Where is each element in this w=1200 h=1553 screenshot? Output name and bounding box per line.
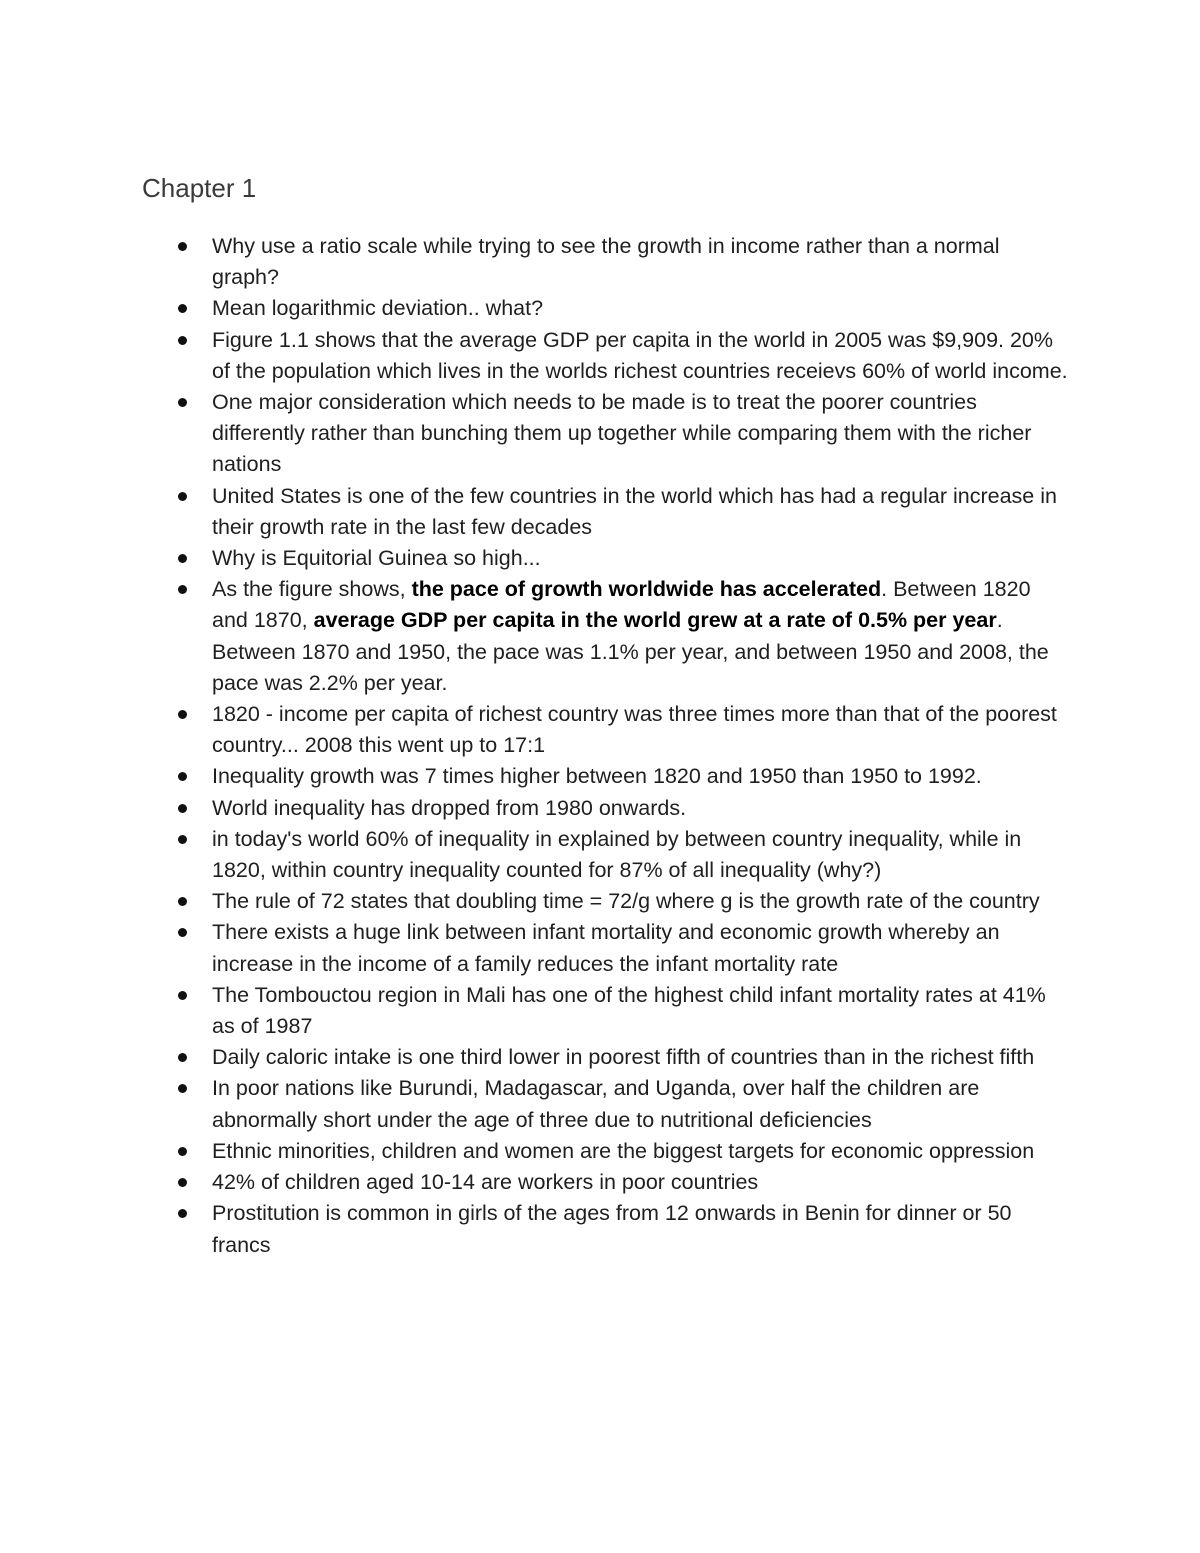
bullet-icon — [178, 585, 187, 594]
list-item — [212, 293, 1072, 324]
bullet-icon — [178, 928, 187, 937]
list-item — [212, 1167, 1072, 1198]
list-item-text: United States is one of the few countries in the world which has had a regular increase in their growth rate in the last few decades — [212, 483, 1057, 539]
list-item-text: Inequality growth was 7 times higher between 1820 and 1950 than 1950 to 1992. — [212, 764, 982, 789]
list-item — [212, 793, 1072, 824]
bullet-icon — [178, 804, 187, 813]
bullet-icon — [178, 1084, 187, 1093]
list-item-text: Why use a ratio scale while trying to see the growth in income rather than a normal graph? — [212, 234, 1000, 290]
bullet-icon — [178, 710, 187, 719]
bullet-icon — [178, 304, 187, 313]
list-item-text: Why is Equitorial Guinea so high... — [212, 546, 541, 571]
bullet-icon — [178, 1053, 187, 1062]
list-item-text: World inequality has dropped from 1980 onwards. — [212, 795, 687, 820]
list-item-text: The Tombouctou region in Mali has one of the highest child infant mortality rates at 41% as of 1987 — [212, 982, 1046, 1039]
bullet-icon — [178, 897, 187, 906]
list-item — [212, 543, 1072, 574]
bullet-icon — [178, 991, 187, 1000]
list-item — [212, 574, 1072, 699]
bullet-icon — [178, 835, 187, 844]
list-item-text: . Between 1870 and 1950, the pace was 1.1% per year, and between 1950 and 2008, the pace was 2.2% per year. — [212, 608, 1049, 695]
list-item-text: . Between 1820 and 1870, — [212, 577, 1031, 633]
bullet-icon — [178, 492, 187, 501]
list-item-text: As the figure shows, — [212, 577, 412, 602]
list-item-text: Figure 1.1 shows that the average GDP per capita in the world in 2005 was $9,909. 20% of the population which lives in the worlds richest countries receievs 60% of world income. — [212, 327, 1068, 383]
list-item-text: One major consideration which needs to be made is to treat the poorer countries differently rather than bunching them up together while comparing them with the richer nations — [212, 390, 1032, 477]
list-item — [212, 231, 1072, 293]
list-item-text: in today's world 60% of inequality in explained by between country inequality, while in 1820, within country inequality counted for 87% of all inequality (why?) — [212, 826, 1022, 883]
list-item — [212, 1136, 1072, 1167]
bold-phrase: the pace of growth worldwide has accelerated — [411, 577, 882, 602]
list-item-text: There exists a huge link between infant mortality and economic growth whereby an increase in the income of a family reduces the infant mortality rate — [212, 920, 1000, 976]
bullet-icon — [178, 1147, 187, 1156]
list-item-text: In poor nations like Burundi, Madagascar, and Uganda, over half the children are abnormally short under the age of three due to nutritional deficiencies — [212, 1076, 980, 1132]
list-item-text: Ethnic minorities, children and women are the biggest targets for economic oppression — [212, 1138, 1035, 1163]
bullet-icon — [178, 772, 187, 781]
list-item — [212, 917, 1072, 979]
bullet-icon — [178, 1178, 187, 1187]
list-item — [212, 980, 1072, 1042]
list-item — [212, 1073, 1072, 1135]
list-item-text: 1820 - income per capita of richest country was three times more than that of the poorest country... 2008 this went up to 17:1 — [212, 702, 1057, 758]
list-item — [212, 325, 1072, 387]
list-item — [212, 481, 1072, 543]
list-item-text: The rule of 72 states that doubling time = 72/g where g is the growth rate of the country — [212, 889, 1040, 914]
list-item-text: Mean logarithmic deviation.. what? — [212, 296, 544, 321]
chapter-heading: Chapter 1 — [142, 173, 257, 203]
list-item — [212, 1198, 1072, 1260]
list-item — [212, 886, 1072, 917]
bullet-icon — [178, 1209, 187, 1218]
notes-list — [212, 231, 1072, 1261]
list-item — [212, 1042, 1072, 1073]
list-item — [212, 761, 1072, 792]
list-item-text: 42% of children aged 10-14 are workers in poor countries — [212, 1170, 759, 1195]
bullet-icon — [178, 242, 187, 251]
bold-phrase: average GDP per capita in the world grew at a rate of 0.5% per year — [313, 608, 997, 633]
list-item — [212, 824, 1072, 886]
bullet-icon — [178, 398, 187, 407]
bullet-icon — [178, 554, 187, 563]
list-item — [212, 699, 1072, 761]
list-item-text: Prostitution is common in girls of the ages from 12 onwards in Benin for dinner or 50 francs — [212, 1201, 1012, 1257]
list-item-text: Daily caloric intake is one third lower in poorest fifth of countries than in the richest fifth — [212, 1045, 1035, 1070]
bullet-icon — [178, 336, 187, 345]
list-item — [212, 387, 1072, 481]
